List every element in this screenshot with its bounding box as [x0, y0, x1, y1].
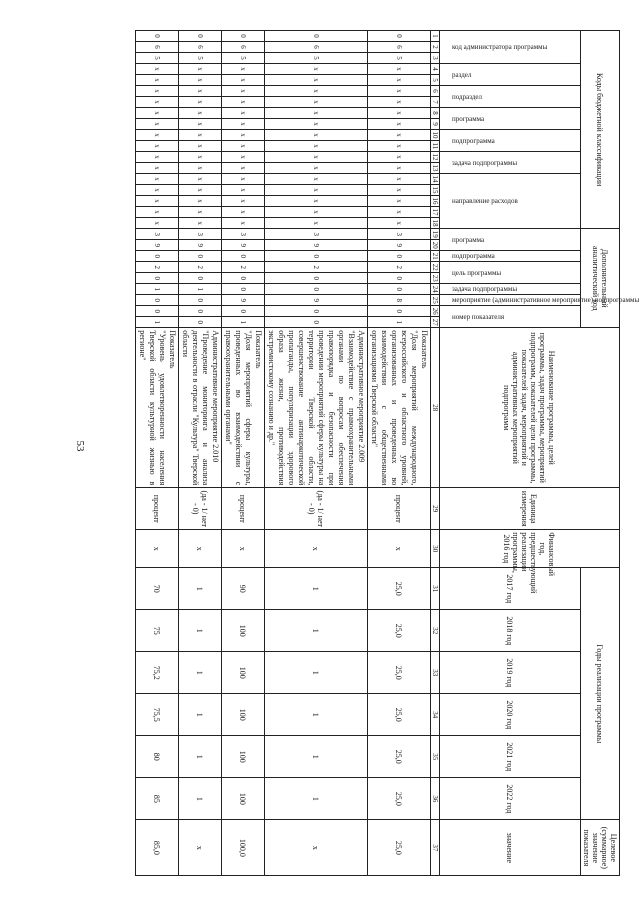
year-value-cell: 100	[222, 778, 265, 820]
code-cell: 0	[179, 31, 222, 42]
code-cell: х	[136, 75, 179, 86]
year-header: 2022 год	[440, 778, 581, 820]
year-value-cell: 100	[222, 652, 265, 694]
code-cell: х	[179, 207, 222, 218]
code-cell: 0	[368, 284, 431, 295]
code-cell: 9	[368, 240, 431, 251]
column-number: 25	[431, 296, 439, 304]
code-cell: 3	[265, 229, 368, 240]
table-row	[265, 31, 368, 876]
column-number: 13	[431, 164, 439, 172]
code-cell: х	[368, 207, 431, 218]
budget-col-header-2	[440, 86, 581, 108]
code-cell: х	[136, 64, 179, 75]
column-number: 20	[431, 241, 439, 249]
code-cell: х	[179, 97, 222, 108]
code-cell: 3	[136, 229, 179, 240]
years-group-header: Годы реализации программы	[581, 568, 620, 820]
base-year-column-header: Финансовый год, предшествующий реализации программы, 2016 год	[440, 530, 620, 568]
code-cell: 6	[136, 42, 179, 53]
code-cell: х	[136, 130, 179, 141]
code-cell: х	[179, 163, 222, 174]
code-cell: 0	[368, 251, 431, 262]
year-value-cell: 75,2	[136, 652, 179, 694]
code-cell: х	[222, 86, 265, 97]
analytic-col-label: задача подпрограммы	[452, 285, 518, 294]
code-cell: х	[222, 141, 265, 152]
column-number: 1	[431, 31, 440, 42]
year-header: 2019 год	[440, 652, 581, 694]
analytic-col-label: мероприятие (административное мероприятие) подпрограммы	[452, 296, 640, 305]
analytic-col-label: номер показателя	[452, 312, 505, 321]
year-value-cell: 1	[179, 568, 222, 610]
column-number: 4	[431, 64, 440, 75]
code-cell: х	[265, 218, 368, 229]
year-header: 2020 год	[440, 694, 581, 736]
code-cell: 5	[179, 53, 222, 64]
code-cell: х	[179, 141, 222, 152]
code-cell: х	[265, 130, 368, 141]
base-year-cell: х	[222, 530, 265, 568]
year-value-cell: 100	[222, 610, 265, 652]
code-cell: 1	[222, 317, 265, 328]
code-cell: х	[368, 75, 431, 86]
row-name-text: "Доля мероприятий международного, всероссийского и областного уровней, организованных и проведенных во взаимодействии с общественными организациями Тверской области"	[370, 330, 419, 486]
base-year-cell: х	[368, 530, 431, 568]
column-number: 14	[431, 175, 439, 183]
code-cell: 3	[222, 229, 265, 240]
column-number: 16	[431, 197, 439, 205]
code-cell: х	[368, 141, 431, 152]
code-cell: 0	[136, 31, 179, 42]
unit-cell: процент	[368, 488, 431, 530]
code-cell: 9	[265, 295, 368, 306]
code-cell: 9	[179, 240, 222, 251]
year-value-cell: 1	[265, 568, 368, 610]
year-value-cell: 25,0	[368, 694, 431, 736]
code-cell: 2	[265, 262, 368, 273]
code-cell: х	[222, 207, 265, 218]
column-number: 17	[431, 208, 439, 216]
row-kind-label: Административное мероприятие 2.010	[211, 330, 220, 463]
target-value-cell: х	[265, 820, 368, 876]
budget-col-header-5	[440, 152, 581, 174]
year-value-cell: 75,5	[136, 694, 179, 736]
code-cell: х	[265, 97, 368, 108]
code-cell: х	[368, 174, 431, 185]
column-number: 35	[431, 736, 440, 778]
code-cell: х	[179, 174, 222, 185]
code-cell: х	[136, 86, 179, 97]
year-value-cell: 25,0	[368, 610, 431, 652]
program-indicators-table	[135, 30, 640, 876]
code-cell: 2	[136, 262, 179, 273]
code-cell: 0	[265, 251, 368, 262]
code-cell: 0	[179, 273, 222, 284]
target-value-cell: 100,0	[222, 820, 265, 876]
code-cell: х	[368, 119, 431, 130]
year-value-cell: 1	[179, 610, 222, 652]
analytic-col-header-5	[440, 306, 581, 328]
code-cell: 0	[179, 317, 222, 328]
unit-cell: процент	[136, 488, 179, 530]
analytic-col-label: подпрограмма	[452, 252, 495, 261]
year-value-cell: 75	[136, 610, 179, 652]
code-cell: 0	[368, 306, 431, 317]
code-cell: х	[179, 130, 222, 141]
year-value-cell: 25,0	[368, 778, 431, 820]
code-cell: 1	[179, 284, 222, 295]
column-number: 11	[431, 141, 440, 152]
name-column-header: Наименование программы, целей программы, задач программы, мероприятий подпрограмм, показателей цели программы, показателей задач, мероприятий и административных мероприятий подпрограмм	[440, 328, 620, 488]
unit-cell: (да - 1/ нет - 0)	[265, 488, 368, 530]
code-cell: х	[368, 152, 431, 163]
code-cell: 9	[265, 240, 368, 251]
column-number: 19	[431, 230, 439, 238]
year-value-cell: 1	[265, 736, 368, 778]
budget-col-label: программа	[452, 114, 485, 123]
row-kind-label: Показатель	[420, 330, 429, 369]
budget-col-label: код администратора программы	[452, 43, 548, 51]
code-cell: х	[265, 207, 368, 218]
code-cell: 0	[265, 306, 368, 317]
column-number: 32	[431, 610, 440, 652]
year-value-cell: 25,0	[368, 736, 431, 778]
column-number-row	[431, 31, 440, 876]
base-year-cell: х	[265, 530, 368, 568]
code-cell: х	[179, 152, 222, 163]
code-cell: х	[136, 97, 179, 108]
budget-col-label: подпрограмма	[452, 136, 495, 145]
row-description	[136, 328, 179, 488]
table-row	[368, 31, 431, 876]
analytic-col-header-4	[440, 295, 640, 306]
code-cell: 5	[368, 53, 431, 64]
row-kind-label: Показатель	[168, 330, 177, 369]
budget-col-label: подраздел	[452, 92, 483, 101]
code-cell: 0	[179, 306, 222, 317]
analytic-col-header-1	[440, 251, 581, 262]
code-cell: х	[136, 108, 179, 119]
row-name-text: "Проведение мониторинга и анализа деятельности в отрасли "Культура" Тверской области	[181, 330, 210, 486]
year-value-cell: 80	[136, 736, 179, 778]
code-cell: х	[222, 108, 265, 119]
row-description	[222, 328, 265, 488]
row-name-text: "Взаимодействие с правоохранительными органами по вопросам обеспечения правопорядка и безопасности при проведении мероприятий сферы культуры на территории Тверской области, совершенствование антинаркотической пропаганды, популяризации здорового образа жизни, противодействия экстремистскому сознанию и др."	[267, 330, 356, 486]
code-cell: х	[222, 185, 265, 196]
budget-col-header-1	[440, 64, 581, 86]
year-header: 2017 год	[440, 568, 581, 610]
table-row	[136, 31, 179, 876]
year-value-cell: 1	[179, 736, 222, 778]
header-row-groups	[581, 31, 620, 876]
code-cell: х	[179, 196, 222, 207]
code-cell: х	[222, 97, 265, 108]
column-number: 5	[431, 75, 440, 86]
code-cell: х	[179, 185, 222, 196]
code-cell: 5	[136, 53, 179, 64]
code-cell: х	[265, 75, 368, 86]
column-number: 29	[431, 488, 440, 530]
code-cell: 0	[179, 295, 222, 306]
unit-column-header: Единица измерения	[440, 488, 620, 530]
code-cell: х	[222, 64, 265, 75]
code-cell: х	[222, 130, 265, 141]
column-number: 28	[431, 328, 440, 488]
budget-col-label: раздел	[452, 70, 472, 79]
code-cell: 8	[368, 295, 431, 306]
table-row	[179, 31, 222, 876]
column-number: 21	[431, 252, 439, 260]
budget-col-header-3	[440, 108, 581, 130]
year-value-cell: 1	[265, 694, 368, 736]
code-cell: 1	[136, 317, 179, 328]
code-cell: 0	[265, 31, 368, 42]
code-cell: 0	[222, 306, 265, 317]
code-cell: х	[368, 97, 431, 108]
code-cell: х	[136, 185, 179, 196]
year-value-cell: 100	[222, 694, 265, 736]
column-number: 34	[431, 694, 440, 736]
code-cell: 0	[222, 284, 265, 295]
code-cell: 9	[222, 295, 265, 306]
code-cell: х	[136, 174, 179, 185]
analytic-col-header-0	[440, 229, 581, 251]
code-cell: 0	[368, 31, 431, 42]
code-cell: 0	[368, 273, 431, 284]
target-value-cell: х	[179, 820, 222, 876]
code-cell: х	[265, 141, 368, 152]
code-cell: х	[136, 218, 179, 229]
year-value-cell: 25,0	[368, 652, 431, 694]
target-value-header: Целевое (суммарное) значение показателя	[581, 820, 620, 876]
analytic-col-header-3	[440, 284, 581, 295]
code-cell: х	[136, 141, 179, 152]
analytic-code-header: Дополнительный аналитический код	[581, 229, 620, 328]
base-year-cell: х	[179, 530, 222, 568]
budget-col-label: направление расходов	[452, 197, 518, 206]
code-cell: х	[136, 152, 179, 163]
code-cell: 0	[136, 251, 179, 262]
code-cell: х	[265, 163, 368, 174]
year-value-cell: 1	[179, 778, 222, 820]
year-value-cell: 90	[222, 568, 265, 610]
code-cell: х	[368, 185, 431, 196]
code-cell: х	[222, 75, 265, 86]
code-cell: 0	[265, 317, 368, 328]
code-cell: х	[265, 119, 368, 130]
code-cell: х	[265, 152, 368, 163]
column-number: 10	[431, 131, 439, 139]
code-cell: 0	[136, 273, 179, 284]
year-value-cell: 1	[179, 652, 222, 694]
code-cell: х	[136, 119, 179, 130]
code-cell: х	[136, 163, 179, 174]
column-number: 18	[431, 218, 440, 229]
target-value-cell: 25,0	[368, 820, 431, 876]
column-number: 37	[431, 820, 440, 876]
column-number: 30	[431, 530, 440, 568]
row-description	[179, 328, 222, 488]
code-cell: 9	[136, 240, 179, 251]
code-cell: 3	[179, 229, 222, 240]
year-header: 2021 год	[440, 736, 581, 778]
code-cell: 5	[222, 53, 265, 64]
code-cell: х	[179, 75, 222, 86]
code-cell: х	[179, 64, 222, 75]
code-cell: х	[368, 108, 431, 119]
row-description	[368, 328, 431, 488]
code-cell: х	[179, 119, 222, 130]
budget-col-header-0	[440, 31, 581, 64]
base-year-cell: х	[136, 530, 179, 568]
code-cell: 6	[265, 42, 368, 53]
code-cell: 0	[265, 284, 368, 295]
row-kind-label: Показатель	[254, 330, 263, 369]
code-cell: х	[368, 130, 431, 141]
column-number: 15	[431, 186, 439, 194]
code-cell: х	[179, 218, 222, 229]
row-name-text: "Доля мероприятий сферы культуры, проведенных во взаимодействии с правоохранительными органами"	[224, 330, 253, 486]
code-cell: х	[222, 196, 265, 207]
column-number: 3	[431, 53, 440, 64]
budget-col-label: задача подпрограммы	[452, 158, 518, 167]
target-sub-header: значение	[440, 820, 581, 876]
year-value-cell: 1	[265, 652, 368, 694]
code-cell: х	[265, 64, 368, 75]
code-cell: 2	[179, 262, 222, 273]
column-number: 23	[431, 274, 439, 282]
code-cell: 0	[222, 31, 265, 42]
code-cell: 0	[179, 251, 222, 262]
unit-cell: (да - 1/ нет - 0)	[179, 488, 222, 530]
table-row	[222, 31, 265, 876]
column-number: 12	[431, 153, 439, 161]
code-cell: х	[222, 163, 265, 174]
year-value-cell: 25,0	[368, 568, 431, 610]
code-cell: 3	[368, 229, 431, 240]
code-cell: х	[368, 86, 431, 97]
code-cell: х	[136, 207, 179, 218]
analytic-col-label: цель программы	[452, 268, 502, 277]
code-cell: х	[222, 152, 265, 163]
code-cell: 5	[265, 53, 368, 64]
code-cell: х	[368, 196, 431, 207]
column-number: 8	[431, 108, 440, 119]
column-number: 22	[431, 263, 439, 271]
code-cell: х	[265, 174, 368, 185]
unit-cell: процент	[222, 488, 265, 530]
target-value-cell: 85,0	[136, 820, 179, 876]
row-name-text: "Уровень удовлетворенности населения Тверской области культурной жизнью в регионе"	[138, 330, 167, 486]
code-cell: 0	[265, 273, 368, 284]
column-number: 27	[431, 317, 440, 328]
code-cell: х	[179, 86, 222, 97]
column-number: 36	[431, 778, 440, 820]
code-cell: х	[136, 196, 179, 207]
program-table-sheet	[40, 30, 640, 875]
column-number: 7	[431, 97, 440, 108]
analytic-col-header-2	[440, 262, 581, 284]
code-cell: 1	[136, 284, 179, 295]
code-cell: х	[265, 196, 368, 207]
year-value-cell: 70	[136, 568, 179, 610]
column-number: 26	[431, 307, 439, 315]
budget-col-header-6	[440, 174, 581, 229]
code-cell: х	[179, 108, 222, 119]
year-value-cell: 1	[179, 694, 222, 736]
code-cell: х	[265, 108, 368, 119]
code-cell: х	[222, 119, 265, 130]
code-cell: 2	[222, 262, 265, 273]
year-value-cell: 1	[265, 778, 368, 820]
code-cell: 9	[222, 240, 265, 251]
column-number: 24	[431, 285, 439, 293]
code-cell: х	[265, 86, 368, 97]
column-number: 9	[431, 119, 440, 130]
analytic-col-label: программа	[452, 235, 485, 244]
column-number: 33	[431, 652, 440, 694]
code-cell: 2	[368, 262, 431, 273]
code-cell: 0	[136, 295, 179, 306]
code-cell: 0	[222, 251, 265, 262]
column-number: 31	[431, 568, 440, 610]
code-cell: х	[368, 218, 431, 229]
code-cell: 0	[136, 306, 179, 317]
code-cell: 6	[368, 42, 431, 53]
year-header: 2018 год	[440, 610, 581, 652]
code-cell: х	[265, 185, 368, 196]
page-number: 53	[74, 440, 86, 452]
budget-col-header-4	[440, 130, 581, 152]
column-number: 2	[431, 42, 440, 53]
code-cell: 6	[179, 42, 222, 53]
year-value-cell: 1	[265, 610, 368, 652]
budget-classification-header: Коды бюджетной классификации	[581, 31, 620, 229]
column-number: 6	[431, 86, 440, 97]
code-cell: 1	[368, 317, 431, 328]
code-cell: х	[368, 163, 431, 174]
row-description	[265, 328, 368, 488]
year-value-cell: 100	[222, 736, 265, 778]
code-cell: 6	[222, 42, 265, 53]
code-cell: 0	[222, 273, 265, 284]
code-cell: х	[222, 218, 265, 229]
year-value-cell: 85	[136, 778, 179, 820]
code-cell: х	[222, 174, 265, 185]
code-cell: х	[368, 64, 431, 75]
row-kind-label: Административное мероприятие 2.009	[357, 330, 366, 463]
